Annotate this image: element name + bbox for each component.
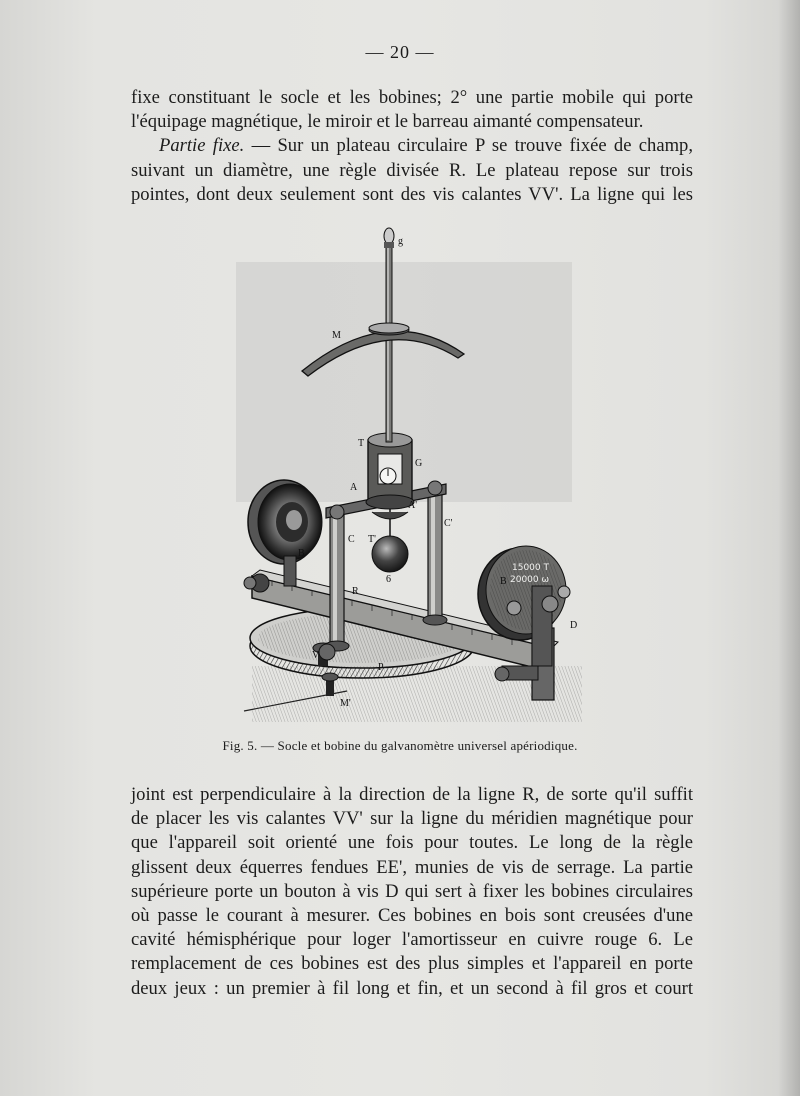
compensating-magnet: [302, 331, 464, 376]
text-line: l'équipage magnétique, le miroir et le barreau aimanté compensateur.: [131, 111, 644, 133]
damper-sphere: [372, 536, 408, 572]
page-number: — 20 —: [365, 42, 435, 62]
text-line: joint est perpendiculaire à la direction de la ligne R, de sorte qu'il suffit: [131, 784, 693, 805]
figure-label: B: [298, 548, 305, 559]
figure-label: C: [348, 534, 355, 545]
figure-label: V: [312, 650, 320, 661]
text-line: où passe le courant à mesurer. Ces bobines en bois sont creusées d'une: [131, 904, 693, 926]
text-line: cavité hémisphérique pour loger l'amortisseur en cuivre rouge 6. Le: [131, 929, 693, 951]
text-line: supérieure porte un bouton à vis D qui sert à fixer les bobines circulaires: [131, 880, 693, 902]
top-paragraph: [131, 86, 693, 134]
text-line: suivant un diamètre, une règle divisée R. Le plateau repose sur trois: [131, 159, 693, 181]
text-line: remplacement de ces bobines est des plus simples et l'appareil en porte: [131, 953, 693, 975]
figure-label: 6: [386, 574, 391, 585]
text-line: que l'appareil soit orienté une fois pour toutes. Le long de la règle: [131, 832, 693, 854]
galvanometer-engraving: [232, 226, 592, 731]
bottom-paragraph: [131, 783, 693, 1001]
text-line: fixe constituant le socle et les bobines; 2° une partie mobile qui porte: [131, 87, 693, 108]
partie-fixe-paragraph: [131, 134, 693, 207]
text-line: glissent deux équerres fendues EE', munies de vis de serrage. La partie: [131, 856, 693, 878]
text-line: deux jeux : un premier à fil long et fin, et un second à fil gros et court: [131, 977, 693, 999]
text-fragment: — Sur un plateau circulaire P se trouve fixée de champ,: [244, 135, 693, 157]
figure-label: B: [500, 576, 507, 587]
coil-label: 20000 ω: [510, 575, 550, 585]
text-line: [131, 134, 693, 158]
figure-label: G: [415, 458, 423, 469]
text-line: pointes, dont deux seulement sont des vis calantes VV'. La ligne qui les: [131, 183, 693, 205]
section-heading: Partie fixe.: [159, 135, 245, 157]
figure-label: D: [570, 620, 578, 631]
figure-label: M: [332, 330, 341, 341]
figure-label: A: [350, 482, 358, 493]
page-edge-shadow: [778, 0, 800, 1096]
figure-label: g: [398, 236, 403, 247]
figure-label: M': [340, 698, 351, 709]
figure-label: C': [444, 518, 453, 529]
figure-label: A': [408, 500, 418, 511]
figure-label: T: [358, 438, 365, 449]
figure-label: T': [368, 534, 376, 545]
text-line: de placer les vis calantes VV' sur la ligne du méridien magnétique pour: [131, 808, 693, 830]
figure-label: R: [352, 586, 359, 597]
figure-label: P: [378, 662, 384, 673]
coil-label: 15000 T: [512, 563, 549, 573]
figure-caption: Fig. 5. — Socle et bobine du galvanomètre universel apériodique.: [222, 738, 578, 753]
